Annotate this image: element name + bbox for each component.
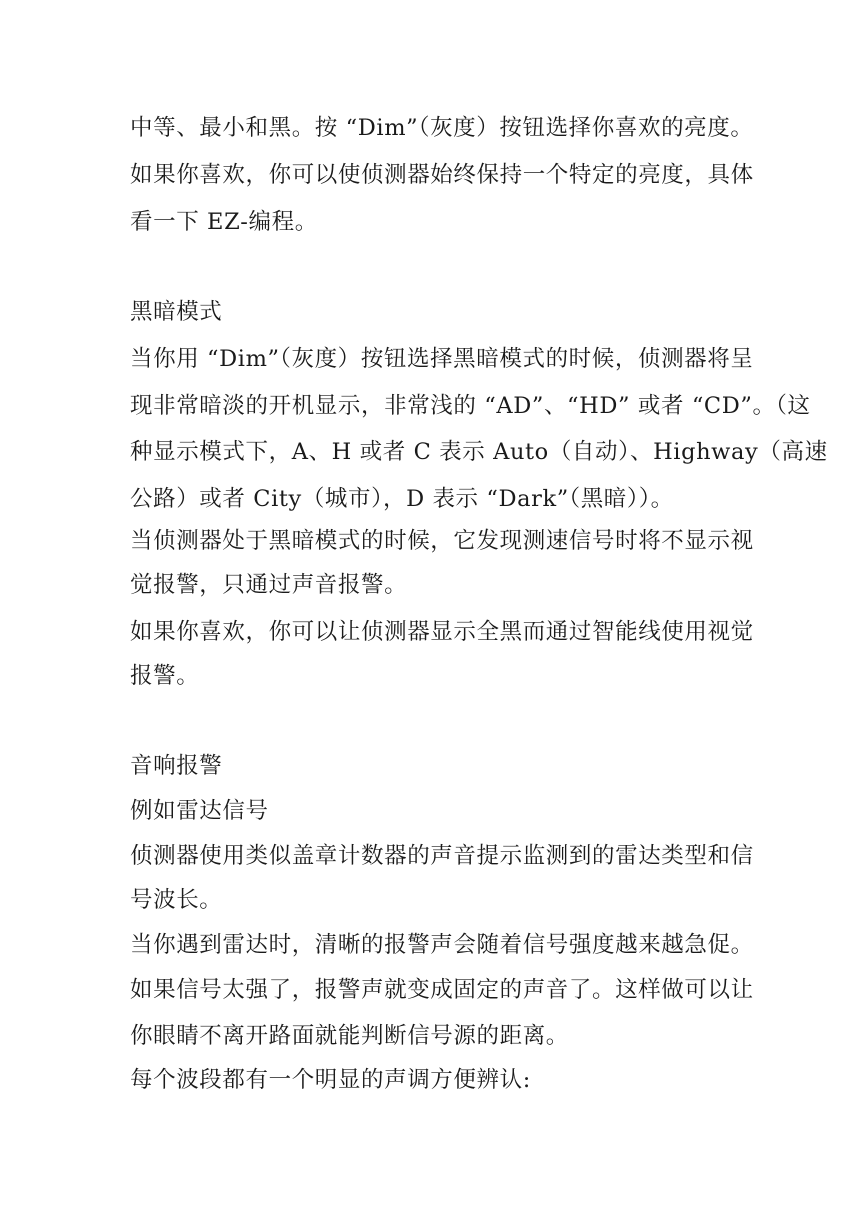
text-line: 中等、最小和黑。按 “Dim”（灰度）按钮选择你喜欢的亮度。 bbox=[130, 115, 754, 141]
text-line: 当侦测器处于黑暗模式的时候，它发现测速信号时将不显示视 bbox=[130, 528, 754, 554]
text-line: 看一下 EZ-编程。 bbox=[130, 209, 318, 235]
text-line: 觉报警，只通过声音报警。 bbox=[130, 572, 408, 598]
text-line: 每个波段都有一个明显的声调方便辨认: bbox=[130, 1067, 531, 1093]
text-line: 号波长。 bbox=[130, 887, 223, 913]
subheading-radar-signal: 例如雷达信号 bbox=[130, 798, 269, 824]
section-heading-audio-alert: 音响报警 bbox=[130, 753, 223, 779]
text-line: 如果信号太强了，报警声就变成固定的声音了。这样做可以让 bbox=[130, 977, 754, 1003]
text-line: 现非常暗淡的开机显示，非常浅的 “AD”、“HD” 或者 “CD”。（这 bbox=[130, 393, 811, 419]
text-line: 种显示模式下，A、H 或者 C 表示 Auto（自动）、Highway（高速 bbox=[130, 439, 828, 465]
text-line: 如果你喜欢，你可以让侦测器显示全黑而通过智能线使用视觉 bbox=[130, 619, 754, 645]
text-line: 如果你喜欢，你可以使侦测器始终保持一个特定的亮度，具体 bbox=[130, 162, 754, 188]
text-line: 公路）或者 City（城市），D 表示 “Dark”（黑暗））。 bbox=[130, 486, 674, 512]
text-line: 你眼睛不离开路面就能判断信号源的距离。 bbox=[130, 1023, 569, 1049]
text-line: 当你遇到雷达时，清晰的报警声会随着信号强度越来越急促。 bbox=[130, 932, 754, 958]
text-line: 报警。 bbox=[130, 663, 200, 689]
text-line: 侦测器使用类似盖章计数器的声音提示监测到的雷达类型和信 bbox=[130, 843, 754, 869]
text-line: 当你用 “Dim”（灰度）按钮选择黑暗模式的时候，侦测器将呈 bbox=[130, 346, 754, 372]
section-heading-dark-mode: 黑暗模式 bbox=[130, 299, 223, 325]
